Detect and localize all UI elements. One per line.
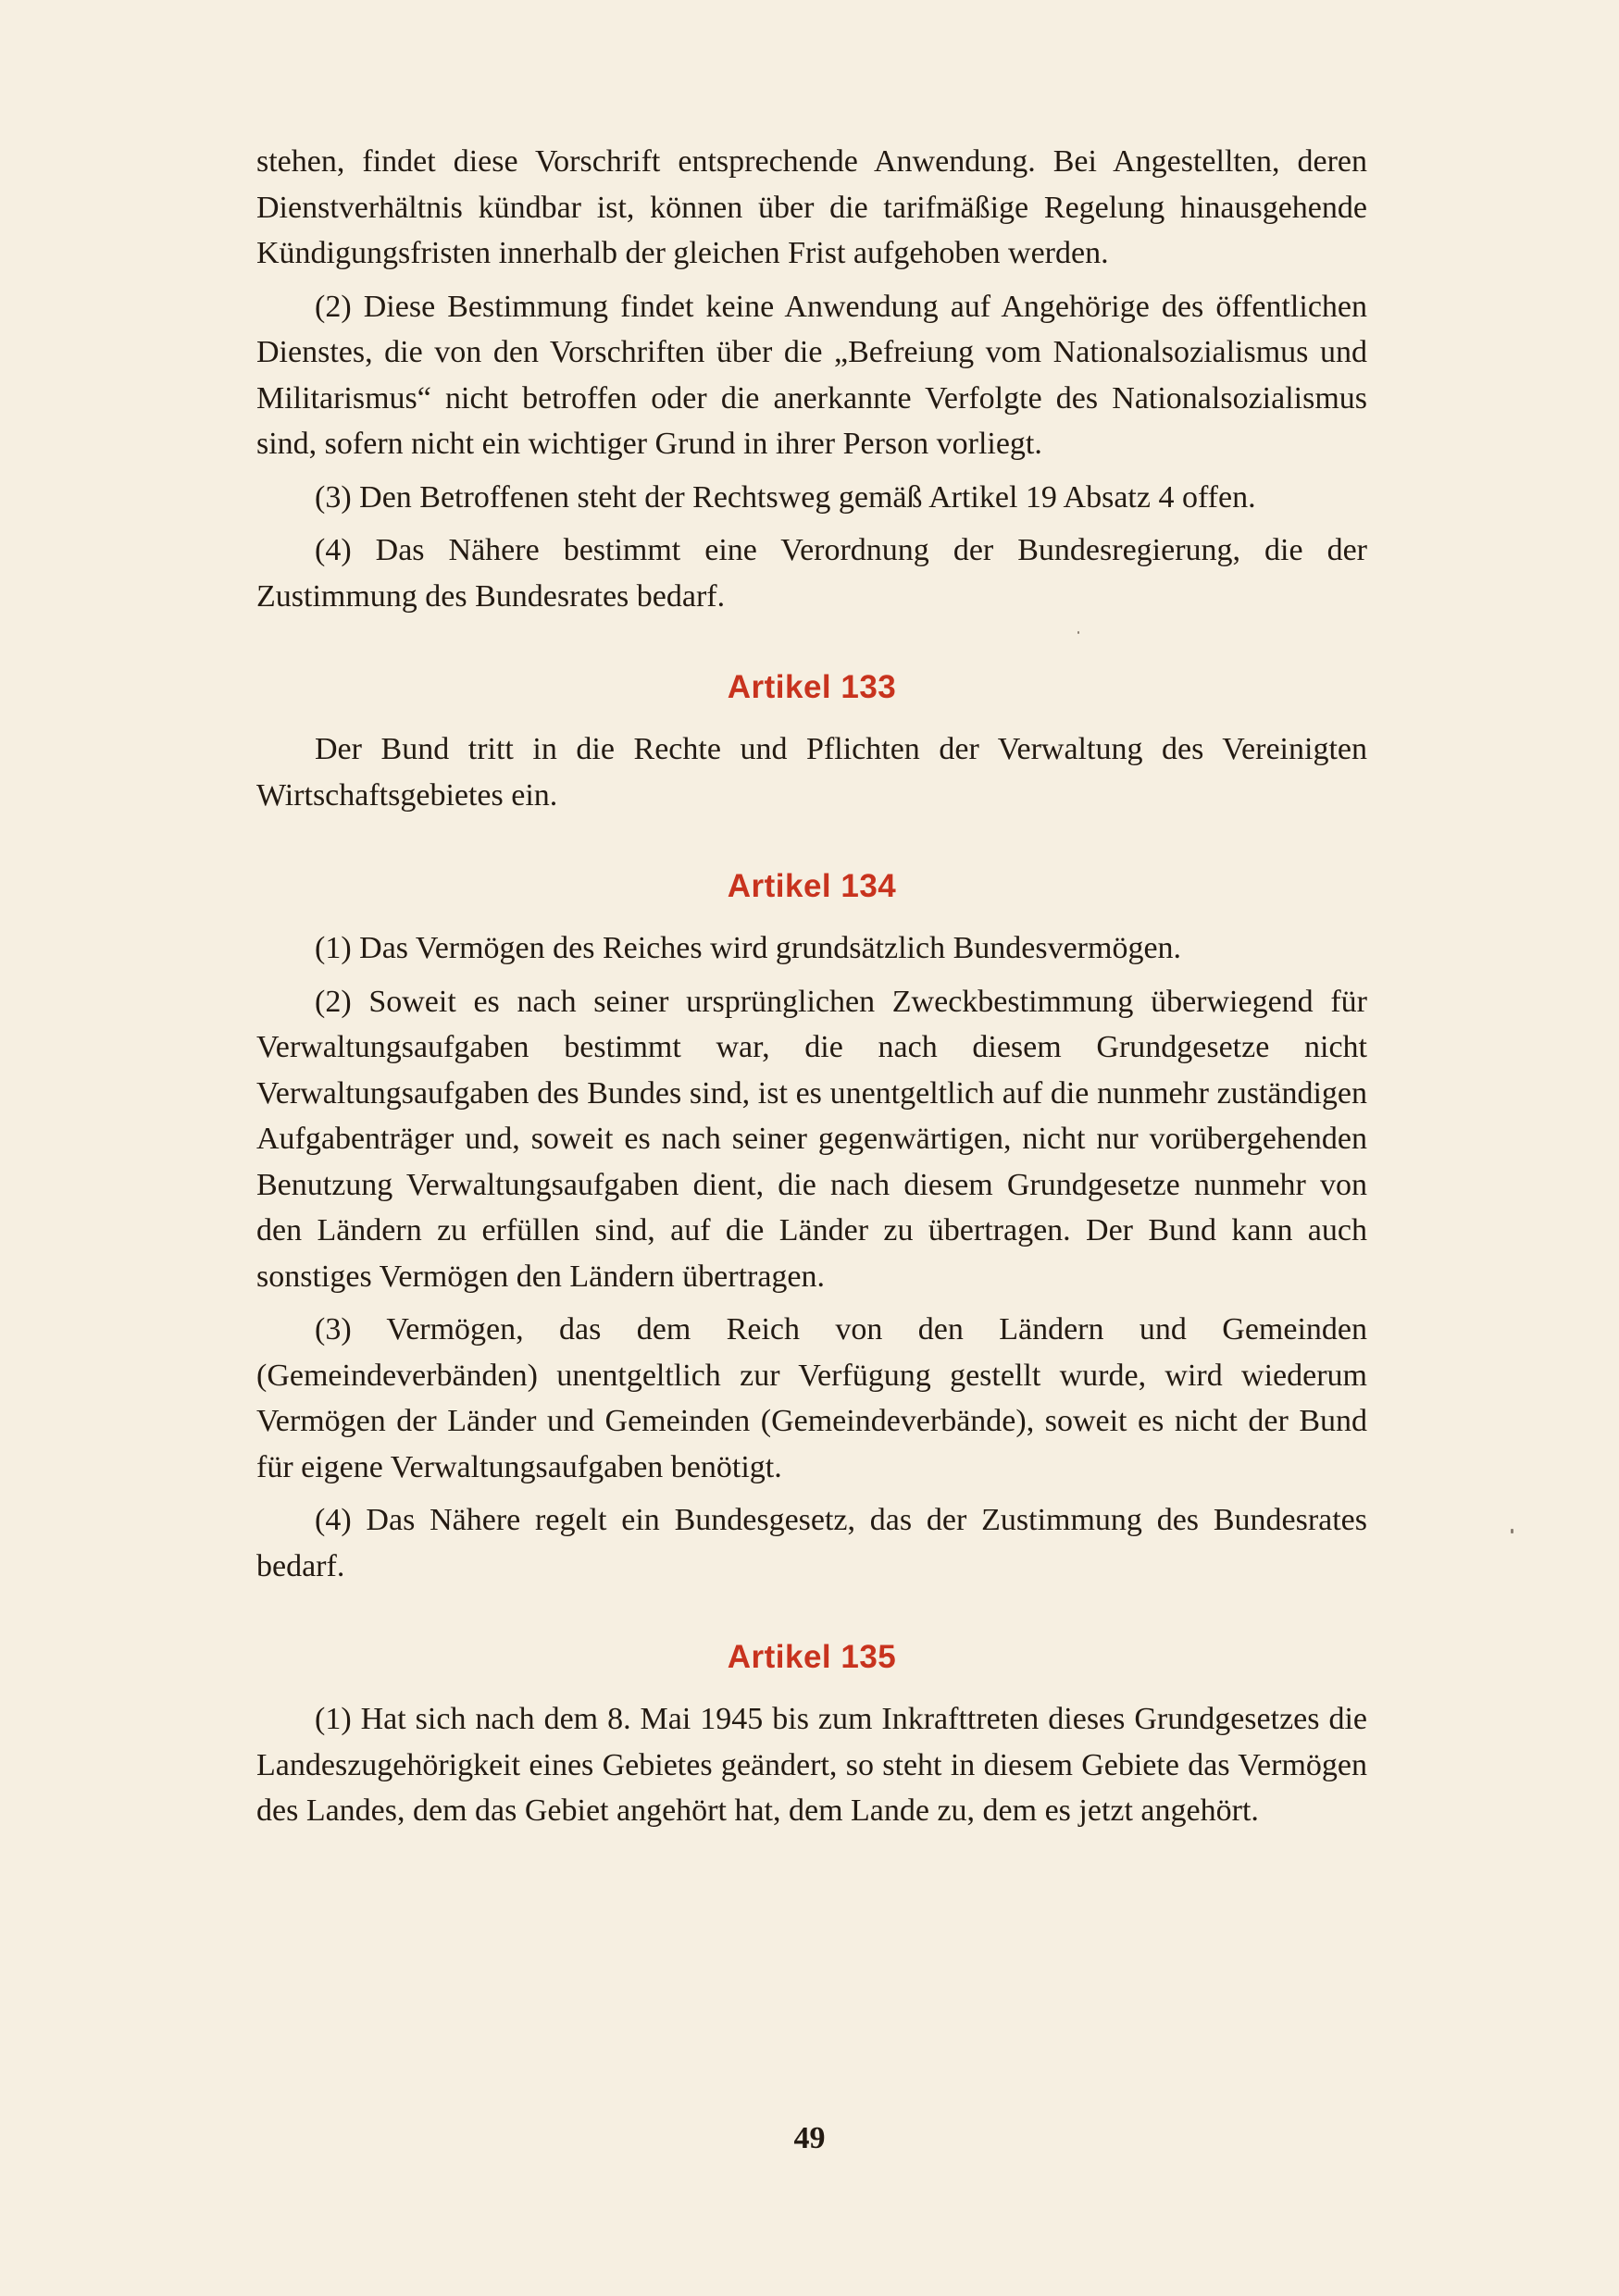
article-paragraph: (2) Soweit es nach seiner ursprünglichen Zweckbestimmung überwiegend für Verwaltungsaufgaben bestimmt war, die nach diesem Grundgesetze nicht Verwaltungsaufgaben des Bundes sind, ist es unentgeltlich auf die nunmehr zuständigen Aufgabenträger und, soweit es nach seiner gegenwärtigen, nicht nur vorübergehenden Benutzung Verwaltungsaufgaben dient, die nach diesem Grundgesetze nunmehr von den Ländern zu erfüllen sind, auf die Länder zu übertragen. Der Bund kann auch sonstiges Vermögen den Ländern übertragen. <box>256 984 1367 1294</box>
article-heading: Artikel 134 <box>727 868 897 904</box>
article-heading: Artikel 135 <box>727 1639 897 1675</box>
paragraph-2: (2) Diese Bestimmung findet keine Anwendung auf Angehörige des öffentlichen Dienstes, die von den Vorschriften über die „Befreiung vom Nationalsozialismus und Militarismus“ nicht betroffen oder die anerkannte Verfolgte des Nationalsozialismus sind, sofern nicht ein wichtiger Grund in ihrer Person vorliegt. <box>256 289 1367 461</box>
article-paragraph: (1) Das Vermögen des Reiches wird grundsätzlich Bundesvermögen. <box>315 931 1182 965</box>
article-134 <box>256 868 1367 1589</box>
article-133 <box>256 669 1367 818</box>
paragraph-3: (3) Den Betroffenen steht der Rechtsweg gemäß Artikel 19 Absatz 4 offen. <box>315 479 1256 515</box>
paper-speck <box>1511 1529 1513 1533</box>
paragraph-4: (4) Das Nähere bestimmt eine Verordnung der Bundesregierung, die der Zustimmung des Bundesrates bedarf. <box>256 533 1367 614</box>
article-heading: Artikel 133 <box>727 669 897 705</box>
article-paragraph: Der Bund tritt in die Rechte und Pflichten der Verwaltung des Vereinigten Wirtschaftsgebietes ein. <box>256 732 1367 813</box>
page-number: 49 <box>793 2121 826 2155</box>
paragraph-continuation: stehen, findet diese Vorschrift entsprechende Anwendung. Bei Angestellten, deren Dienstverhältnis kündbar ist, können über die tarifmäßige Regelung hinausgehende Kündigungsfristen innerhalb der gleichen Frist aufgehoben werden. <box>256 144 1367 270</box>
paper-speck <box>1077 631 1079 634</box>
article-paragraph: (4) Das Nähere regelt ein Bundesgesetz, das der Zustimmung des Bundesrates bedarf. <box>256 1503 1367 1583</box>
article-paragraph: (1) Hat sich nach dem 8. Mai 1945 bis zum Inkrafttreten dieses Grundgesetzes die Landeszugehörigkeit eines Gebietes geändert, so steht in diesem Gebiete das Vermögen des Landes, dem das Gebiet angehört hat, dem Lande zu, dem es jetzt angehört. <box>256 1702 1367 1828</box>
article-paragraph: (3) Vermögen, das dem Reich von den Ländern und Gemeinden (Gemeindeverbänden) unentgeltlich zur Verfügung gestellt wurde, wird wiederum Vermögen der Länder und Gemeinden (Gemeindeverbände), soweit es nicht der Bund für eigene Verwaltungsaufgaben benötigt. <box>256 1312 1367 1484</box>
page-body <box>256 139 1367 1842</box>
article-135 <box>256 1639 1367 1834</box>
